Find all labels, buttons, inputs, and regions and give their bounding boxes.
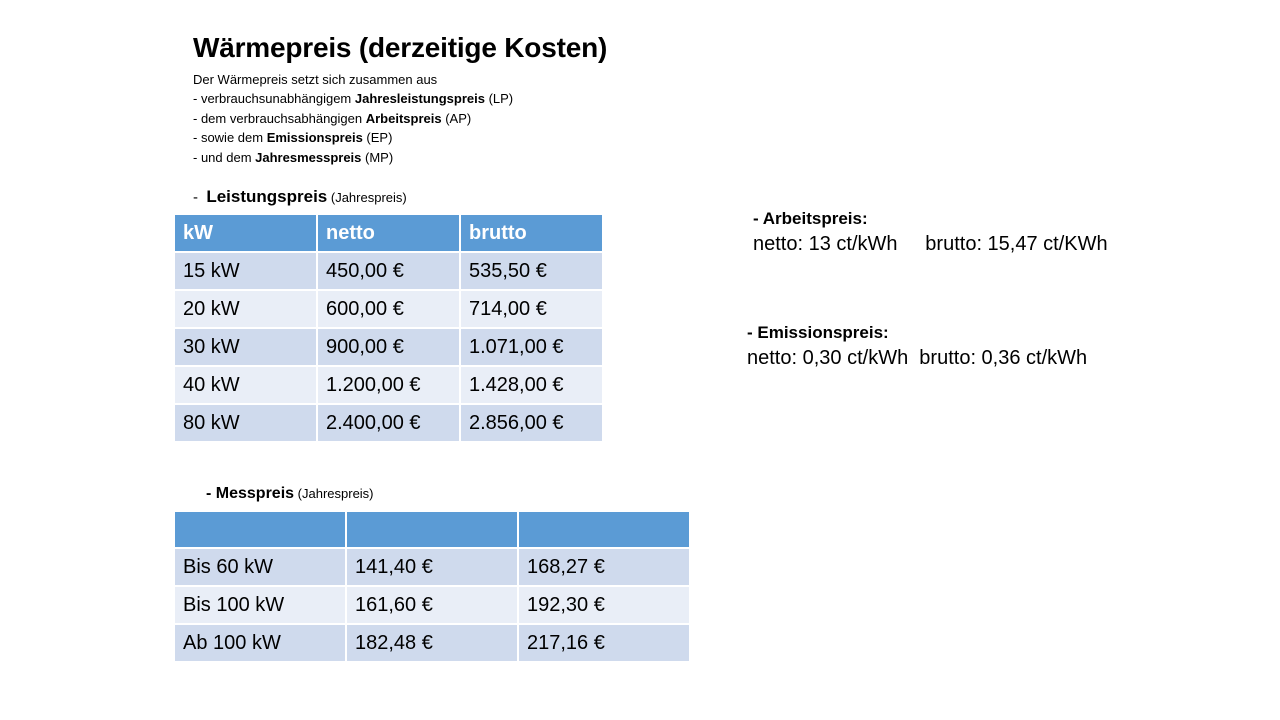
table-header-row: [175, 512, 689, 547]
arbeitspreis-block: [753, 209, 1108, 256]
leistungspreis-subtitle: (Jahrespreis): [327, 190, 407, 205]
column-header: [519, 512, 689, 547]
table-row: [175, 367, 602, 403]
cell: 900,00 €: [318, 329, 459, 365]
table-header-row: [175, 215, 602, 251]
leistungspreis-heading: [193, 187, 407, 207]
cell: 192,30 €: [519, 587, 689, 623]
column-header: [175, 512, 345, 547]
intro-item-lp: [193, 89, 513, 108]
intro-text-bold: Jahresmesspreis: [255, 149, 362, 165]
cell: 182,48 €: [347, 625, 517, 661]
messpreis-heading: [206, 485, 374, 503]
arbeitspreis-values: netto: 13 ct/kWh brutto: 15,47 ct/KWh: [753, 233, 1108, 255]
table-row: [175, 291, 602, 327]
intro-line: Der Wärmepreis setzt sich zusammen aus: [193, 72, 438, 87]
emissionspreis-block: [747, 323, 1087, 370]
cell: 714,00 €: [461, 291, 602, 327]
emissionspreis-title: - Emissionspreis:: [747, 323, 889, 342]
cell: 600,00 €: [318, 291, 459, 327]
cell: 535,50 €: [461, 253, 602, 289]
intro-text: [193, 70, 513, 167]
cell: Ab 100 kW: [175, 625, 345, 661]
intro-text-pre: - sowie dem: [193, 130, 267, 146]
table-row: [175, 253, 602, 289]
cell: 141,40 €: [347, 549, 517, 585]
cell: 40 kW: [175, 367, 316, 403]
leistungspreis-title: Leistungspreis: [206, 187, 328, 206]
column-header-netto: netto: [318, 215, 459, 251]
cell: 15 kW: [175, 253, 316, 289]
intro-text-pre: - und dem: [193, 149, 256, 165]
cell: 450,00 €: [318, 253, 459, 289]
intro-text-bold: Arbeitspreis: [365, 110, 442, 126]
slide-title: Wärmepreis (derzeitige Kosten): [193, 32, 608, 63]
cell: 161,60 €: [347, 587, 517, 623]
intro-text-bold: Jahresleistungspreis: [354, 91, 485, 107]
cell: 20 kW: [175, 291, 316, 327]
intro-text-post: (EP): [362, 130, 393, 146]
table-row: [175, 625, 689, 661]
cell: 30 kW: [175, 329, 316, 365]
messpreis-title: - Messpreis: [206, 485, 295, 502]
cell: 1.428,00 €: [461, 367, 602, 403]
cell: 2.400,00 €: [318, 405, 459, 441]
table-row: [175, 549, 689, 585]
emissionspreis-values: netto: 0,30 ct/kWh brutto: 0,36 ct/kWh: [747, 347, 1088, 369]
intro-text-bold: Emissionspreis: [266, 130, 363, 146]
cell: Bis 60 kW: [175, 549, 345, 585]
column-header: [347, 512, 517, 547]
arbeitspreis-title: - Arbeitspreis:: [753, 209, 868, 228]
cell: 217,16 €: [519, 625, 689, 661]
cell: 1.200,00 €: [318, 367, 459, 403]
column-header-brutto: brutto: [461, 215, 602, 251]
table-row: [175, 587, 689, 623]
intro-item-ap: [193, 109, 513, 128]
table-row: [175, 329, 602, 365]
intro-text-post: (MP): [361, 149, 394, 165]
messpreis-table: [173, 510, 691, 663]
messpreis-subtitle: (Jahrespreis): [294, 486, 374, 501]
intro-text-pre: - verbrauchsunabhängigem: [193, 91, 355, 107]
intro-item-mp: [193, 148, 513, 167]
intro-text-post: (AP): [441, 110, 472, 126]
cell: 80 kW: [175, 405, 316, 441]
cell: 2.856,00 €: [461, 405, 602, 441]
table-row: [175, 405, 602, 441]
column-header-kw: kW: [175, 215, 316, 251]
cell: 1.071,00 €: [461, 329, 602, 365]
intro-item-ep: [193, 128, 513, 147]
cell: 168,27 €: [519, 549, 689, 585]
intro-text-post: (LP): [484, 91, 514, 107]
leistungspreis-table: [173, 213, 604, 443]
cell: Bis 100 kW: [175, 587, 345, 623]
intro-text-pre: - dem verbrauchsabhängigen: [193, 110, 366, 126]
dash: -: [193, 189, 207, 206]
